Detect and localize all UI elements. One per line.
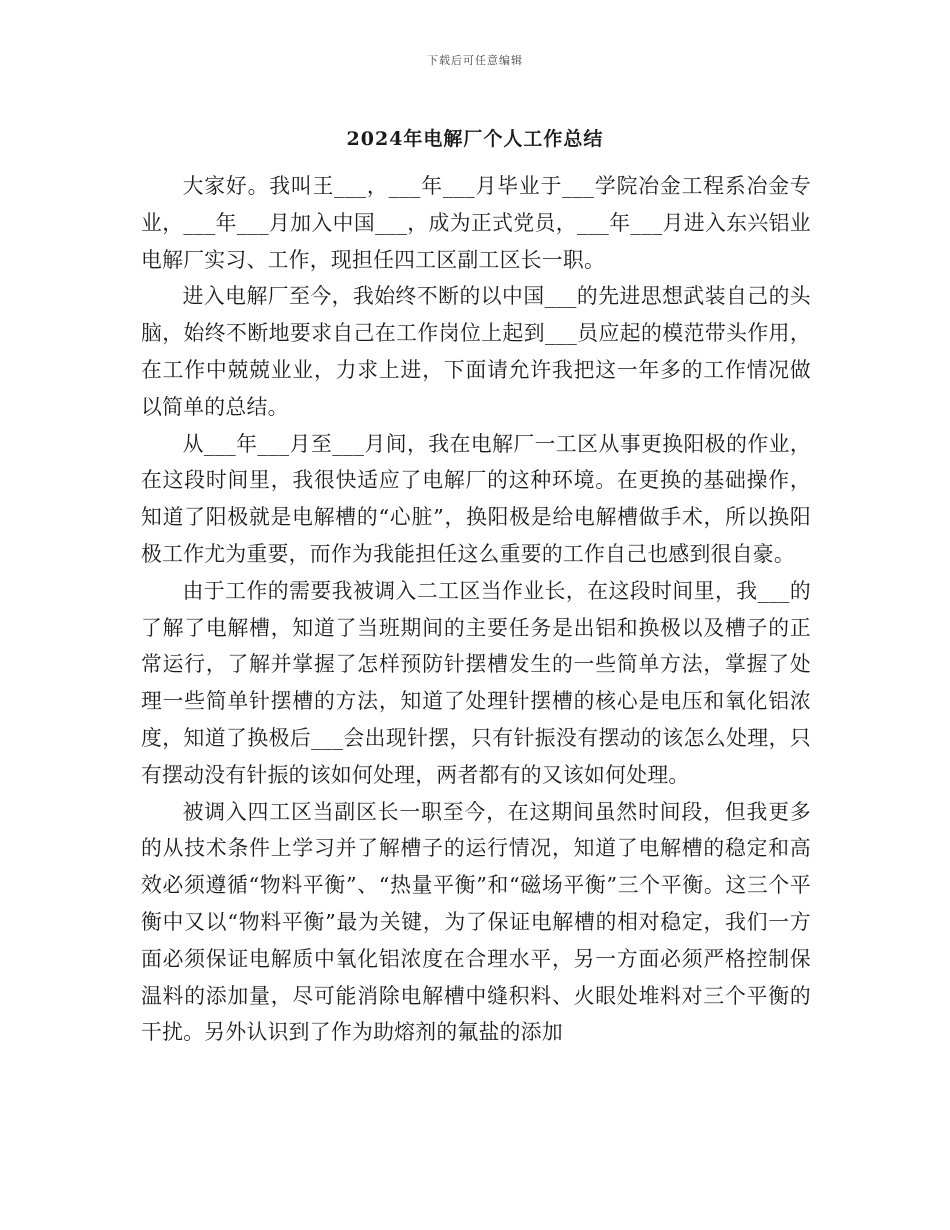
paragraph: 从___年___月至___月间，我在电解厂一工区从事更换阳极的作业，在这段时间里，我很快适应了电解厂的这种环境。在更换的基础操作，知道了阳极就是电解槽的“心脏”，换阳极是给电解槽做手术，所以换阳极工作尤为重要，而作为我能担任这么重要的工作自己也感到很自豪。 <box>141 431 811 566</box>
paragraph: 被调入四工区当副区长一职至今，在这期间虽然时间段，但我更多的从技术条件上学习并了解槽子的运行情况，知道了电解槽的稳定和高效必须遵循“物料平衡”、“热量平衡”和“磁场平衡”三个平衡。这三个平衡中又以“物料平衡”最为关键，为了保证电解槽的相对稳定，我们一方面必须保证电解质中氧化铝浓度在合理水平，另一方面必须严格控制保温料的添加量，尽可能消除电解槽中缝积料、火眼处堆料对三个平衡的干扰。另外认识到了作为助熔剂的氟盐的添加 <box>141 799 811 1045</box>
document-title: 2024年电解厂个人工作总结 <box>346 128 604 150</box>
paragraph: 由于工作的需要我被调入二工区当作业长，在这段时间里，我___的了解了电解槽，知道了当班期间的主要任务是出铝和换极以及槽子的正常运行，了解并掌握了怎样预防针摆槽发生的一些简单方法，掌握了处理一些简单针摆槽的方法，知道了处理针摆槽的核心是电压和氧化铝浓度，知道了换极后___会出现针摆，只有针振没有摆动的该怎么处理，只有摆动没有针振的该如何处理，两者都有的又该如何处理。 <box>141 578 811 787</box>
paragraph: 大家好。我叫王___，___年___月毕业于___学院冶金工程系冶金专业，___年___月加入中国___，成为正式党员，___年___月进入东兴铝业电解厂实习、工作，现担任四工区副工区长一职。 <box>141 174 811 272</box>
header-note: 下载后可任意编辑 <box>427 54 523 67</box>
paragraph: 进入电解厂至今，我始终不断的以中国___的先进思想武装自己的头脑，始终不断地要求自己在工作岗位上起到___员应起的模范带头作用，在工作中兢兢业业，力求上进，下面请允许我把这一年多的工作情况做以简单的总结。 <box>141 284 811 419</box>
document-body <box>141 168 811 1051</box>
